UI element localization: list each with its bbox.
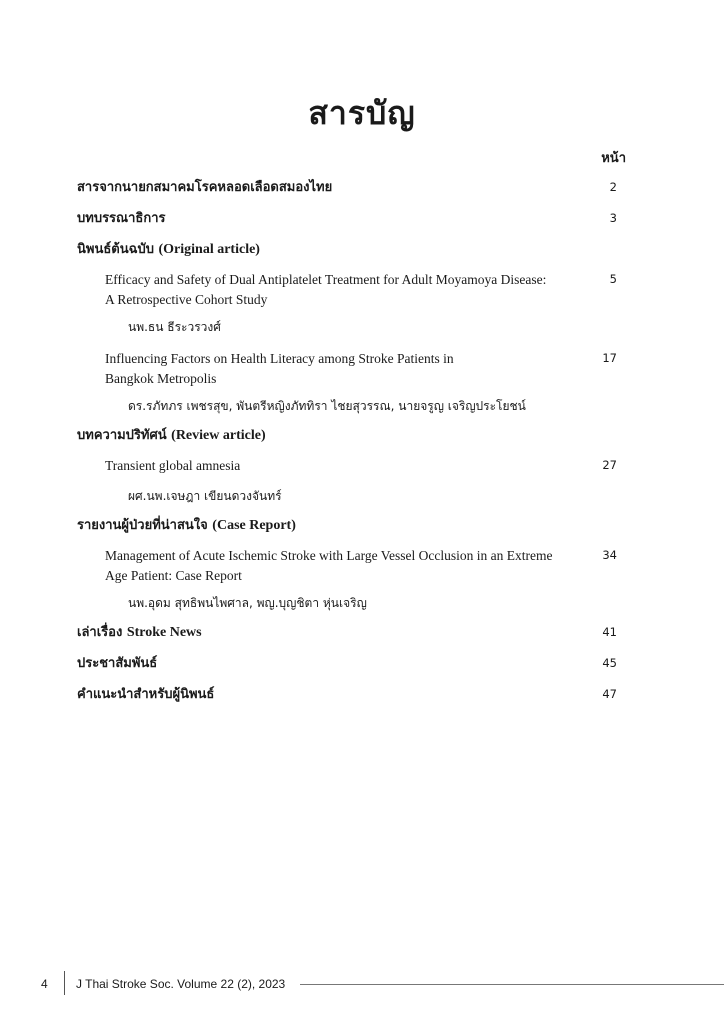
article-title-line: Influencing Factors on Health Literacy among Stroke Patients in	[105, 351, 454, 366]
article-authors: นพ.อุดม สุทธิพนไพศาล, พญ.บุญชิตา หุ่นเจริญ	[128, 596, 367, 610]
footer-journal-citation: J Thai Stroke Soc. Volume 22 (2), 2023	[76, 977, 286, 991]
table-of-contents	[77, 178, 617, 705]
toc-entry-author-instructions[interactable]	[77, 685, 617, 705]
toc-entry-president-message[interactable]	[77, 178, 617, 198]
toc-section-original-article	[77, 240, 617, 260]
footer-rule	[300, 984, 724, 985]
page-title: สารบัญ	[308, 94, 416, 132]
toc-entry-title: สารจากนายกสมาคมโรคหลอดเลือดสมองไทย	[77, 180, 333, 195]
toc-article-transient-global-amnesia[interactable]	[77, 456, 617, 476]
section-title-thai: รายงานผู้ป่วยที่น่าสนใจ	[77, 518, 213, 533]
section-title-english: (Original article)	[158, 242, 260, 257]
toc-section-review-article	[77, 426, 617, 446]
footer-page-number: 4	[41, 977, 48, 991]
toc-article-acute-ischemic-stroke[interactable]	[77, 546, 617, 586]
toc-page-number: 2	[609, 180, 617, 194]
toc-page-number: 34	[602, 548, 617, 562]
toc-page-number: 47	[602, 687, 617, 701]
toc-page-number: 5	[609, 272, 617, 286]
section-title-english: (Review article)	[171, 428, 266, 443]
page-column-header: หน้า	[601, 151, 626, 166]
article-title-line: Efficacy and Safety of Dual Antiplatelet Treatment for Adult Moyamoya Disease:	[105, 272, 547, 287]
section-title-thai: นิพนธ์ต้นฉบับ	[77, 242, 159, 257]
toc-page-number: 3	[609, 211, 617, 225]
section-title-english: (Case Report)	[212, 518, 296, 533]
footer-divider	[64, 971, 65, 995]
section-title-thai: บทความปริทัศน์	[77, 428, 172, 443]
toc-entry-public-relations[interactable]	[77, 654, 617, 674]
page-footer	[0, 975, 724, 995]
article-title-line: Age Patient: Case Report	[105, 568, 242, 583]
toc-section-case-report	[77, 516, 617, 536]
toc-article-health-literacy[interactable]	[77, 349, 617, 389]
section-title-thai: เล่าเรื่อง	[77, 625, 127, 640]
toc-entry-title: คำแนะนำสำหรับผู้นิพนธ์	[77, 687, 215, 702]
toc-article-moyamoya[interactable]	[77, 270, 617, 310]
article-authors: ผศ.นพ.เจษฎา เขียนดวงจันทร์	[128, 489, 282, 503]
article-title-line: Bangkok Metropolis	[105, 371, 217, 386]
article-title-line: Management of Acute Ischemic Stroke with Large Vessel Occlusion in an Extreme	[105, 548, 553, 563]
toc-page-number: 45	[602, 656, 617, 670]
article-authors: นพ.ธน ธีระวรวงศ์	[128, 320, 221, 334]
toc-page-number: 27	[602, 458, 617, 472]
article-title-line: Transient global amnesia	[105, 458, 241, 473]
toc-entry-stroke-news[interactable]	[77, 623, 617, 643]
article-title-line: A Retrospective Cohort Study	[105, 292, 268, 307]
article-authors: ดร.รภัทภร เพชรสุข, พันตรีหญิงภัททิรา ไชยสุวรรณ, นายจรูญ เจริญประโยชน์	[128, 399, 526, 413]
toc-entry-title: บทบรรณาธิการ	[77, 211, 166, 226]
section-title-english: Stroke News	[126, 625, 202, 640]
toc-entry-editorial[interactable]	[77, 209, 617, 229]
toc-page-number: 17	[602, 351, 617, 365]
toc-page-number: 41	[602, 625, 617, 639]
toc-entry-title: ประชาสัมพันธ์	[77, 656, 158, 671]
